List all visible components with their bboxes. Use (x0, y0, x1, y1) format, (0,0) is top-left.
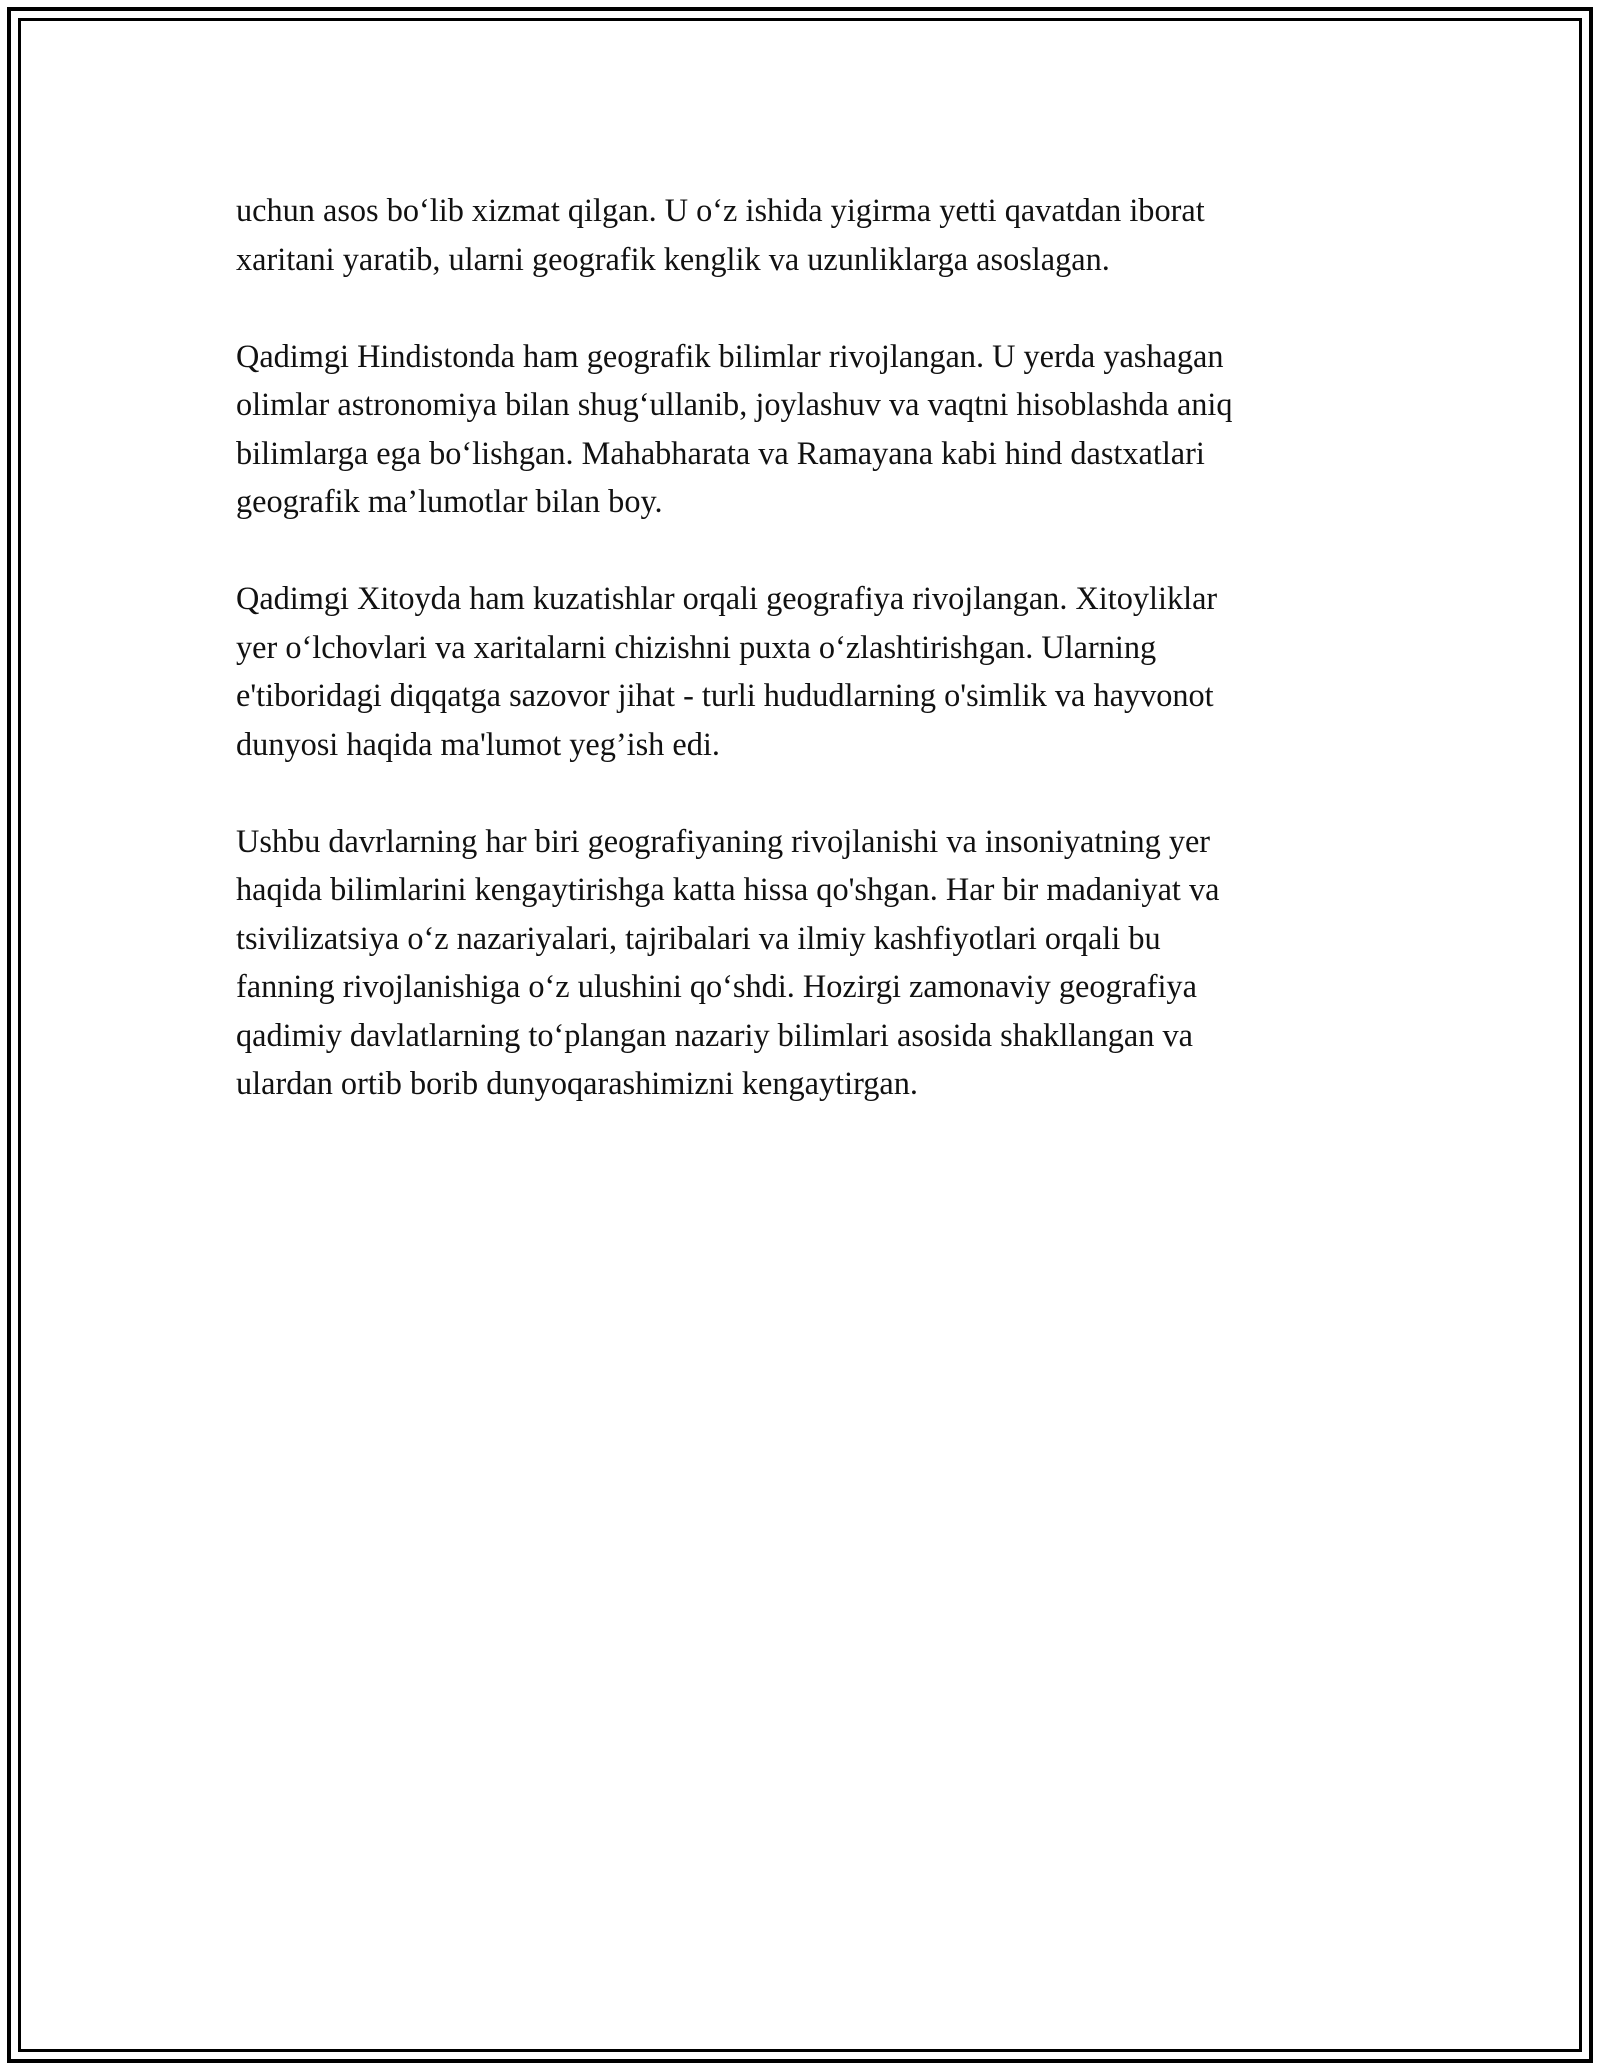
text-line: geografik ma’lumotlar bilan boy. (236, 483, 663, 519)
text-line: yer o‘lchovlari va xaritalarni chizishni puxta o‘zlashtirishgan. Ularning (236, 628, 1157, 665)
text-line: tsivilizatsiya o‘z nazariyalari, tajribalari va ilmiy kashfiyotlari orqali bu (236, 919, 1161, 956)
text-line: olimlar astronomiya bilan shug‘ullanib, joylashuv va vaqtni hisoblashda aniq (236, 386, 1233, 422)
text-line: ulardan ortib borib dunyoqarashimizni kengaytirgan. (236, 1065, 918, 1101)
text-line: xaritani yaratib, ularni geografik kenglik va uzunliklarga asoslagan. (236, 240, 1110, 277)
text-line: bilimlarga ega bo‘lishgan. Mahabharata va Ramayana kabi hind dastxatlari (236, 434, 1205, 471)
text-line: uchun asos bo‘lib xizmat qilgan. U o‘z ishida yigirma yetti qavatdan iborat (236, 192, 1205, 228)
text-line: Qadimgi Xitoyda ham kuzatishlar orqali geografiya rivojlangan. Xitoyliklar (236, 580, 1218, 616)
document-body (236, 186, 1396, 1156)
paragraph-2 (236, 332, 1396, 526)
text-line: fanning rivojlanishiga o‘z ulushini qo‘shdi. Hozirgi zamonaviy geografiya (236, 968, 1197, 1004)
text-line: haqida bilimlarini kengaytirishga katta hissa qo'shgan. Har bir madaniyat va (236, 871, 1220, 907)
paragraph-1 (236, 186, 1396, 283)
text-line: dunyosi haqida ma'lumot yeg’ish edi. (236, 725, 720, 762)
paragraph-3 (236, 574, 1396, 768)
text-line: qadimiy davlatlarning to‘plangan nazariy bilimlari asosida shakllangan va (236, 1016, 1193, 1053)
paragraph-4 (236, 817, 1396, 1108)
text-line: e'tiboridagi diqqatga sazovor jihat - turli hududlarning o'simlik va hayvonot (236, 677, 1214, 713)
text-line: Qadimgi Hindistonda ham geografik bilimlar rivojlangan. U yerda yashagan (236, 337, 1224, 374)
text-line: Ushbu davrlarning har biri geografiyaning rivojlanishi va insoniyatning yer (236, 822, 1211, 859)
